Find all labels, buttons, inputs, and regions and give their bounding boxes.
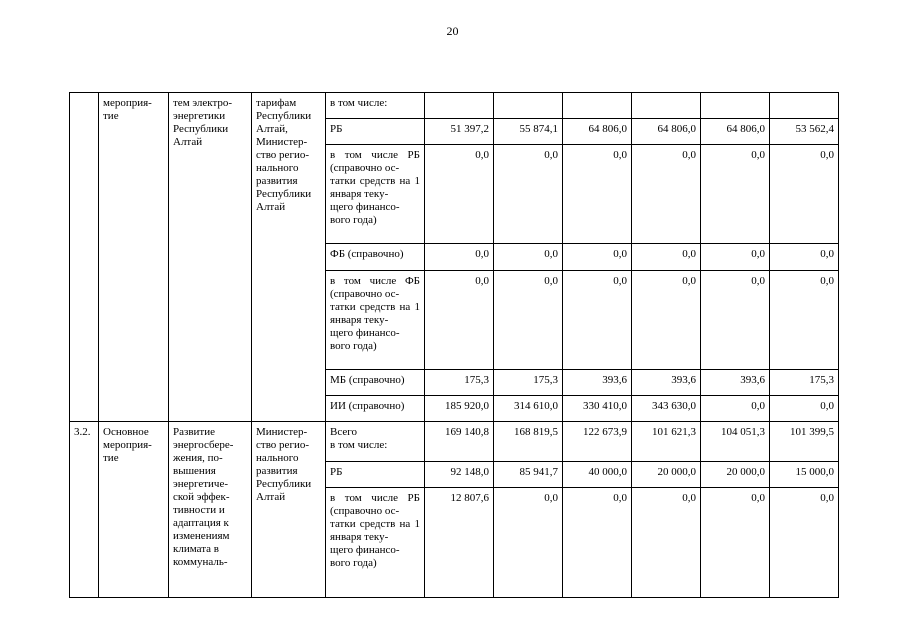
value-cell: 55 874,1 [494, 119, 563, 145]
value-cell: 0,0 [563, 488, 632, 598]
value-cell: 85 941,7 [494, 462, 563, 488]
value-cell [701, 93, 770, 119]
value-cell: 330 410,0 [563, 396, 632, 422]
value-cell: 175,3 [770, 370, 839, 396]
value-cell: 314 610,0 [494, 396, 563, 422]
funding-source-cell: ИИ (справочно) [326, 396, 425, 422]
page-number: 20 [446, 24, 459, 38]
value-cell: 20 000,0 [701, 462, 770, 488]
value-cell: 64 806,0 [701, 119, 770, 145]
table-row [70, 93, 839, 119]
row-number-cell [70, 93, 99, 422]
value-cell: 15 000,0 [770, 462, 839, 488]
value-cell: 0,0 [770, 271, 839, 370]
value-cell: 101 621,3 [632, 422, 701, 462]
value-cell: 0,0 [425, 271, 494, 370]
value-cell: 393,6 [632, 370, 701, 396]
value-cell: 64 806,0 [563, 119, 632, 145]
value-cell: 64 806,0 [632, 119, 701, 145]
funding-source-cell: в том числе: [326, 93, 425, 119]
event-type-cell: мероприя- тие [99, 93, 169, 422]
value-cell: 92 148,0 [425, 462, 494, 488]
executor-cell: тарифам Республики Алтай, Министер- ство регио- нального развития Республики Алтай [252, 93, 326, 422]
value-cell: 0,0 [701, 396, 770, 422]
value-cell [632, 93, 701, 119]
value-cell: 0,0 [701, 488, 770, 598]
value-cell: 185 920,0 [425, 396, 494, 422]
funding-source-cell: РБ [326, 462, 425, 488]
value-cell: 0,0 [632, 244, 701, 271]
value-cell: 0,0 [425, 244, 494, 271]
event-name-cell: тем электро- энергетики Республики Алтай [169, 93, 252, 422]
event-name-cell: Развитие энергосбере- жения, по- вышения энергетиче- ской эффек- тивности и адаптация к изменениям климата в коммуналь- [169, 422, 252, 598]
funding-source-cell: в том числе РБ (справочно ос- татки средств на 1 января теку- щего финансо- вого года) [326, 488, 425, 598]
value-cell: 0,0 [494, 244, 563, 271]
value-cell: 0,0 [494, 145, 563, 244]
value-cell: 0,0 [701, 271, 770, 370]
value-cell: 0,0 [563, 145, 632, 244]
value-cell: 0,0 [425, 145, 494, 244]
value-cell: 20 000,0 [632, 462, 701, 488]
value-cell: 40 000,0 [563, 462, 632, 488]
value-cell [770, 93, 839, 119]
value-cell: 0,0 [770, 145, 839, 244]
program-table [69, 92, 839, 598]
funding-source-cell: ФБ (справочно) [326, 244, 425, 271]
funding-source-cell: в том числе ФБ (справочно ос- татки средств на 1 января теку- щего финансо- вого года) [326, 271, 425, 370]
value-cell: 0,0 [701, 244, 770, 271]
value-cell [494, 93, 563, 119]
value-cell: 101 399,5 [770, 422, 839, 462]
table-row [70, 422, 839, 462]
event-type-cell: Основное мероприя- тие [99, 422, 169, 598]
value-cell: 53 562,4 [770, 119, 839, 145]
value-cell: 0,0 [701, 145, 770, 244]
value-cell [425, 93, 494, 119]
value-cell: 343 630,0 [632, 396, 701, 422]
value-cell: 175,3 [494, 370, 563, 396]
value-cell: 51 397,2 [425, 119, 494, 145]
value-cell: 393,6 [563, 370, 632, 396]
value-cell: 0,0 [770, 396, 839, 422]
value-cell [563, 93, 632, 119]
value-cell: 169 140,8 [425, 422, 494, 462]
funding-source-cell: МБ (справочно) [326, 370, 425, 396]
value-cell: 122 673,9 [563, 422, 632, 462]
value-cell: 0,0 [632, 145, 701, 244]
value-cell: 0,0 [494, 488, 563, 598]
value-cell: 0,0 [494, 271, 563, 370]
value-cell: 0,0 [563, 244, 632, 271]
funding-source-cell: в том числе РБ (справочно ос- татки средств на 1 января теку- щего финансо- вого года) [326, 145, 425, 244]
value-cell: 393,6 [701, 370, 770, 396]
value-cell: 175,3 [425, 370, 494, 396]
value-cell: 168 819,5 [494, 422, 563, 462]
value-cell: 0,0 [632, 488, 701, 598]
executor-cell: Министер- ство регио- нального развития Республики Алтай [252, 422, 326, 598]
funding-source-cell: РБ [326, 119, 425, 145]
value-cell: 12 807,6 [425, 488, 494, 598]
value-cell: 0,0 [770, 244, 839, 271]
value-cell: 104 051,3 [701, 422, 770, 462]
value-cell: 0,0 [770, 488, 839, 598]
value-cell: 0,0 [563, 271, 632, 370]
value-cell: 0,0 [632, 271, 701, 370]
funding-source-cell: Всего в том числе: [326, 422, 425, 462]
row-number-cell: 3.2. [70, 422, 99, 598]
